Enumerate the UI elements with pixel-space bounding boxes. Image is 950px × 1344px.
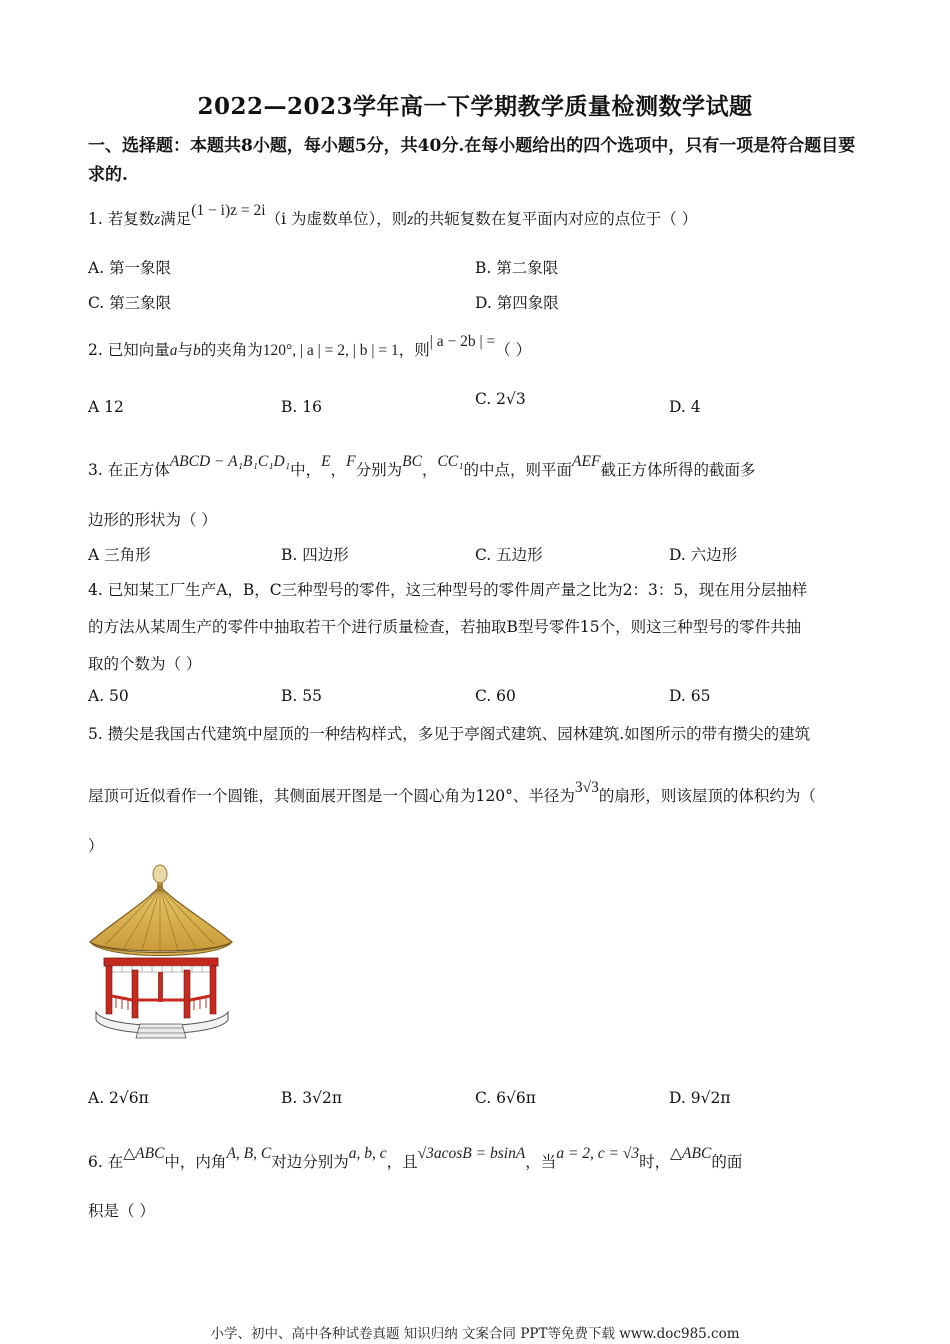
question-3: 3. 在正方体ABCD − A₁B₁C₁D₁中，E，F分别为BC，CC₁的中点，则平面AEF截正方体所得的截面多: [88, 453, 756, 479]
q3-option-a: A 三角形: [88, 546, 151, 564]
question-1: 1. 若复数z满足(1 − i)z = 2i（i 为虚数单位），则z的共轭复数在复平面内对应的点位于（ ）: [88, 202, 698, 228]
q4-option-c: C. 60: [475, 687, 516, 705]
q2-expression: | a − 2b | =: [429, 333, 496, 350]
section-heading: 一、选择题：本题共8小题，每小题5分，共40分.在每小题给出的四个选项中，只有一项是符合题目要求的.: [88, 136, 856, 185]
question-4-line-2: 的方法从某周生产的零件中抽取若干个进行质量检查，若抽取B型号零件15个，则这三种型号的零件共抽: [88, 618, 802, 636]
q2-option-d: D. 4: [669, 398, 701, 416]
question-3-line-2: 边形的形状为（ ）: [88, 511, 217, 529]
q2-option-a: A 12: [88, 398, 124, 416]
pavilion-illustration: [86, 862, 238, 1040]
question-6-line-2: 积是（ ）: [88, 1202, 155, 1220]
question-4-line-3: 取的个数为（ ）: [88, 655, 202, 673]
q1-option-d: D. 第四象限: [475, 294, 559, 312]
q4-option-a: A. 50: [88, 687, 129, 705]
question-5-line-1: 5. 攒尖是我国古代建筑中屋顶的一种结构样式，多见于亭阁式建筑、园林建筑.如图所示的带有攒尖的建筑: [88, 725, 811, 743]
q3-option-c: C. 五边形: [475, 546, 543, 564]
q3-option-b: B. 四边形: [281, 546, 349, 564]
q5-option-b: B. 3√2π: [281, 1089, 343, 1107]
q2-angle-magnitudes: 120°, | a | = 2, | b | = 1: [262, 342, 399, 359]
q4-option-d: D. 65: [669, 687, 711, 705]
q4-option-b: B. 55: [281, 687, 322, 705]
question-4-line-1: 4. 已知某工厂生产A，B，C三种型号的零件，这三种型号的零件周产量之比为2：3：5，现在用分层抽样: [88, 581, 808, 599]
question-6: 6. 在△ABC中，内角A, B, C对边分别为a, b, c，且√3acosB = bsinA，当a = 2, c = √3时，△ABC的面: [88, 1145, 743, 1171]
page-title: 2022—2023学年高一下学期教学质量检测数学试题: [197, 93, 753, 120]
question-5-line-3: ）: [88, 837, 104, 855]
question-5-line-2: 屋顶可近似看作一个圆锥，其侧面展开图是一个圆心角为120°、半径为3√3的扇形，则该屋顶的体积约为（: [88, 779, 816, 805]
q5-option-c: C. 6√6π: [475, 1089, 536, 1107]
q2-option-c: C. 2√3: [475, 390, 526, 408]
q1-option-b: B. 第二象限: [475, 259, 559, 277]
q5-option-a: A. 2√6π: [88, 1089, 149, 1107]
page-footer: 小学、初中、高中各种试卷真题 知识归纳 文案合同 PPT等免费下载 www.doc985.com: [210, 1326, 740, 1342]
question-2: 2. 已知向量a与b的夹角为120°, | a | = 2, | b | = 1，则| a − 2b | =（ ）: [88, 333, 532, 359]
q1-option-c: C. 第三象限: [88, 294, 172, 312]
q1-equation: (1 − i)z = 2i: [191, 202, 266, 219]
q2-option-b: B. 16: [281, 398, 322, 416]
q5-option-d: D. 9√2π: [669, 1089, 731, 1107]
q3-option-d: D. 六边形: [669, 546, 738, 564]
q1-option-a: A. 第一象限: [88, 259, 172, 277]
